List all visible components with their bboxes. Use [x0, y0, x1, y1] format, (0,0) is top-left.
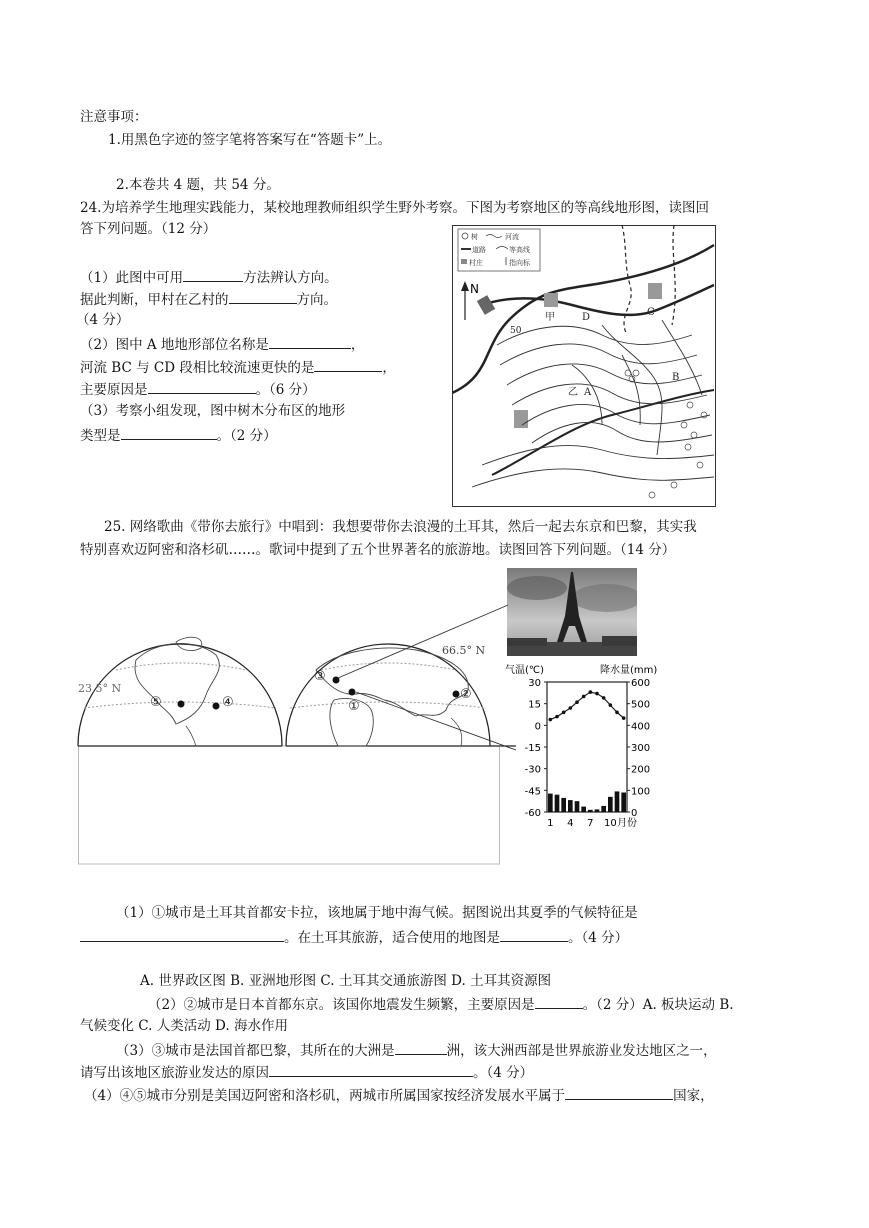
- q24-p3-text-c: 。（2 分）: [216, 428, 277, 444]
- q24-part3-line1: （3）考察小组发现，图中树木分布区的地形: [80, 403, 346, 419]
- q24-p1-text-a: （1）此图中可用: [80, 270, 184, 286]
- precip-tick-label: 500: [631, 699, 651, 711]
- temp-point: [549, 718, 553, 722]
- temp-tick-label: 30: [528, 678, 541, 689]
- temp-point: [622, 716, 626, 720]
- q24-part2-line2: [80, 357, 396, 377]
- q24-p1-text-b: 方法辨认方向。: [243, 270, 338, 286]
- q24-part3-line2: [80, 425, 277, 445]
- q25-part1-options: A. 世界政区图 B. 亚洲地形图 C. 土耳其交通旅游图 D. 土耳其资源图: [140, 973, 552, 989]
- temperature-line: [550, 692, 623, 719]
- marker-1-ankara: ①: [348, 699, 360, 714]
- precip-tick-label: 300: [631, 743, 651, 754]
- label-c: C: [647, 307, 655, 318]
- q24-part1-line2: [80, 289, 337, 309]
- notice-item-1: 1.用黑色字迹的签字笔将答案写在“答题卡”上。: [108, 132, 392, 148]
- answer-blank-summer-climate[interactable]: [80, 927, 284, 942]
- temp-tick-label: 0: [534, 721, 541, 733]
- temp-point: [615, 711, 619, 715]
- precip-tick-label: 200: [631, 764, 651, 776]
- precip-tick-label: 400: [631, 721, 651, 733]
- precip-bar: [601, 806, 606, 812]
- precip-axis-title: 降水量(mm): [600, 665, 658, 676]
- legend-tree: 树: [471, 233, 478, 241]
- precip-tick-label: 600: [631, 678, 651, 689]
- contour-label-50: 50: [510, 326, 522, 336]
- x-axis-title: 月份: [617, 818, 637, 829]
- precip-bar: [575, 801, 580, 812]
- q25-part1-line1: （1）①城市是土耳其首都安卡拉，该地属于地中海气候。据图说出其夏季的气候特征是: [116, 905, 638, 921]
- legend-village: 村庄: [469, 259, 483, 267]
- answer-blank-country-type[interactable]: [565, 1085, 673, 1100]
- eiffel-tower-photo: [507, 568, 637, 656]
- q24-stem-line1: 24.为培养学生地理实践能力，某校地理教师组织学生野外考察。下图为考察地区的等高线地形图，读图回: [80, 200, 709, 216]
- legend-north: 指向标: [509, 259, 530, 267]
- month-tick-label: 7: [587, 818, 594, 829]
- north-label: N: [470, 282, 479, 296]
- label-yi: 乙: [568, 387, 578, 398]
- precip-bar: [595, 809, 600, 812]
- precip-bar: [615, 791, 620, 812]
- contour-map: [452, 225, 716, 507]
- q24-part1-line1: [80, 267, 338, 287]
- precip-bar: [548, 794, 553, 812]
- climate-chart: [505, 662, 665, 830]
- q25-stem-line2: 特别喜欢迈阿密和洛杉矶……。歌词中提到了五个世界著名的旅游地。读图回答下列问题。（14 分）: [80, 542, 676, 558]
- q24-p1-text-c: 据此判断，甲村在乙村的: [80, 292, 229, 308]
- temp-point: [569, 706, 573, 710]
- temp-tick-label: -60: [524, 808, 541, 819]
- q24-p2-text-a: （2）图中 A 地地形部位名称是: [80, 337, 269, 353]
- q24-p2-text-e: 主要原因是: [80, 382, 148, 398]
- label-d: D: [582, 312, 591, 323]
- q24-p3-text-b: 类型是: [80, 428, 121, 444]
- lat-label-66: 66.5° N: [442, 644, 486, 657]
- q25-p2-text-a: （2）②城市是日本首都东京。该国你地震发生频繁，主要原因是: [148, 997, 535, 1013]
- temp-point: [595, 692, 599, 696]
- q24-p2-text-d: ，: [382, 360, 396, 376]
- precip-bar: [555, 795, 560, 812]
- q25-p4-text-b: 国家，: [673, 1088, 714, 1104]
- notice-item-2: 2.本卷共 4 题，共 54 分。: [116, 177, 280, 193]
- q25-part2-line1: [148, 994, 734, 1014]
- month-tick-label: 1: [547, 818, 554, 829]
- q25-p3-text-c: 请写出该地区旅游业发达的原因: [80, 1065, 269, 1081]
- temp-point: [555, 715, 559, 719]
- answer-blank-direction[interactable]: [229, 289, 297, 304]
- q25-p3-text-a: （3）③城市是法国首都巴黎，其所在的大洲是: [116, 1043, 395, 1059]
- temp-point: [562, 711, 566, 715]
- temp-point: [575, 700, 579, 704]
- temp-tick-label: -45: [524, 786, 541, 798]
- q25-stem-line1: 25. 网络歌曲《带你去旅行》中唱到：我想要带你去浪漫的土耳其，然后一起去东京和巴黎，其实我: [104, 519, 697, 535]
- legend-road: 道路: [472, 246, 486, 254]
- q25-p3-text-b: 洲，该大洲西部是世界旅游业发达地区之一，: [446, 1043, 717, 1059]
- q25-part2-line2: 气候变化 C. 人类活动 D. 海水作用: [80, 1018, 288, 1034]
- map-lower-panel: [79, 746, 500, 864]
- precip-bar: [568, 800, 573, 812]
- lat-label-23: 23.5° N: [78, 682, 122, 695]
- world-hemispheres-map: [76, 600, 516, 866]
- q25-part3-line1: [116, 1040, 717, 1060]
- q25-p3-text-d: 。（4 分）: [473, 1065, 534, 1081]
- q24-p2-text-f: 。（6 分）: [255, 382, 316, 398]
- temp-tick-label: -30: [524, 764, 541, 776]
- temp-axis-title: 气温(℃): [505, 665, 545, 676]
- precip-bar: [588, 810, 593, 812]
- answer-blank-direction-method[interactable]: [183, 267, 243, 282]
- answer-blank-river-segment[interactable]: [314, 357, 382, 372]
- precip-tick-label: 100: [631, 786, 651, 798]
- precip-bar: [621, 793, 626, 813]
- answer-blank-tourism-reason[interactable]: [269, 1062, 473, 1077]
- q25-part3-line2: [80, 1062, 533, 1082]
- q24-part2-line1: [80, 334, 364, 354]
- q25-p1-text-b: 。在土耳其旅游，适合使用的地图是: [284, 930, 500, 946]
- answer-blank-terrain-type[interactable]: [121, 425, 217, 440]
- precip-tick-label: 0: [631, 808, 638, 819]
- temp-tick-label: 15: [528, 699, 541, 711]
- q24-p2-text-b: ，: [350, 337, 365, 353]
- marker-3-paris: ③: [314, 669, 326, 684]
- label-jia: 甲: [545, 312, 555, 323]
- marker-4-miami: ④: [222, 695, 234, 710]
- marker-2-tokyo: ②: [460, 687, 472, 702]
- precip-bar: [561, 798, 566, 812]
- precip-bar: [581, 807, 586, 812]
- village-icon: [461, 259, 467, 264]
- legend-contour: 等高线: [509, 246, 530, 254]
- q25-p1-text-c: 。（4 分）: [568, 930, 629, 946]
- answer-blank-landform[interactable]: [269, 334, 351, 349]
- q25-p2-text-b: 。（2 分）A. 板块运动 B.: [582, 997, 734, 1013]
- answer-blank-earthquake-cause[interactable]: [535, 994, 583, 1009]
- month-tick-label: 4: [567, 818, 574, 829]
- q24-p1-text-d: 方向。: [296, 292, 337, 308]
- q24-p2-text-c: 河流 BC 与 CD 段相比较流速更快的是: [80, 360, 315, 376]
- precip-bar: [608, 797, 613, 812]
- label-b: B: [672, 372, 680, 383]
- month-tick-label: 10: [603, 818, 617, 829]
- answer-blank-continent[interactable]: [395, 1040, 447, 1055]
- temp-tick-label: -15: [524, 743, 541, 754]
- temp-point: [582, 695, 586, 699]
- q24-part1-score: （4 分）: [76, 312, 130, 328]
- temp-point: [609, 703, 613, 707]
- q25-p4-text-a: （4）④⑤城市分别是美国迈阿密和洛杉矶，两城市所属国家按经济发展水平属于: [84, 1088, 566, 1104]
- label-a: A: [584, 387, 592, 398]
- q25-part4-line1: [84, 1085, 714, 1105]
- marker-5-losangeles: ⑤: [150, 695, 162, 710]
- answer-blank-reason[interactable]: [148, 379, 256, 394]
- q25-part1-line2: [80, 927, 628, 947]
- notice-title: 注意事项：: [80, 109, 148, 125]
- legend-river: 河流: [505, 233, 519, 241]
- answer-blank-map-choice[interactable]: [500, 927, 568, 942]
- temp-point: [602, 696, 606, 700]
- q24-part2-line3: [80, 379, 316, 399]
- temp-point: [589, 690, 593, 694]
- q24-stem-line2: 答下列问题。（12 分）: [80, 221, 217, 237]
